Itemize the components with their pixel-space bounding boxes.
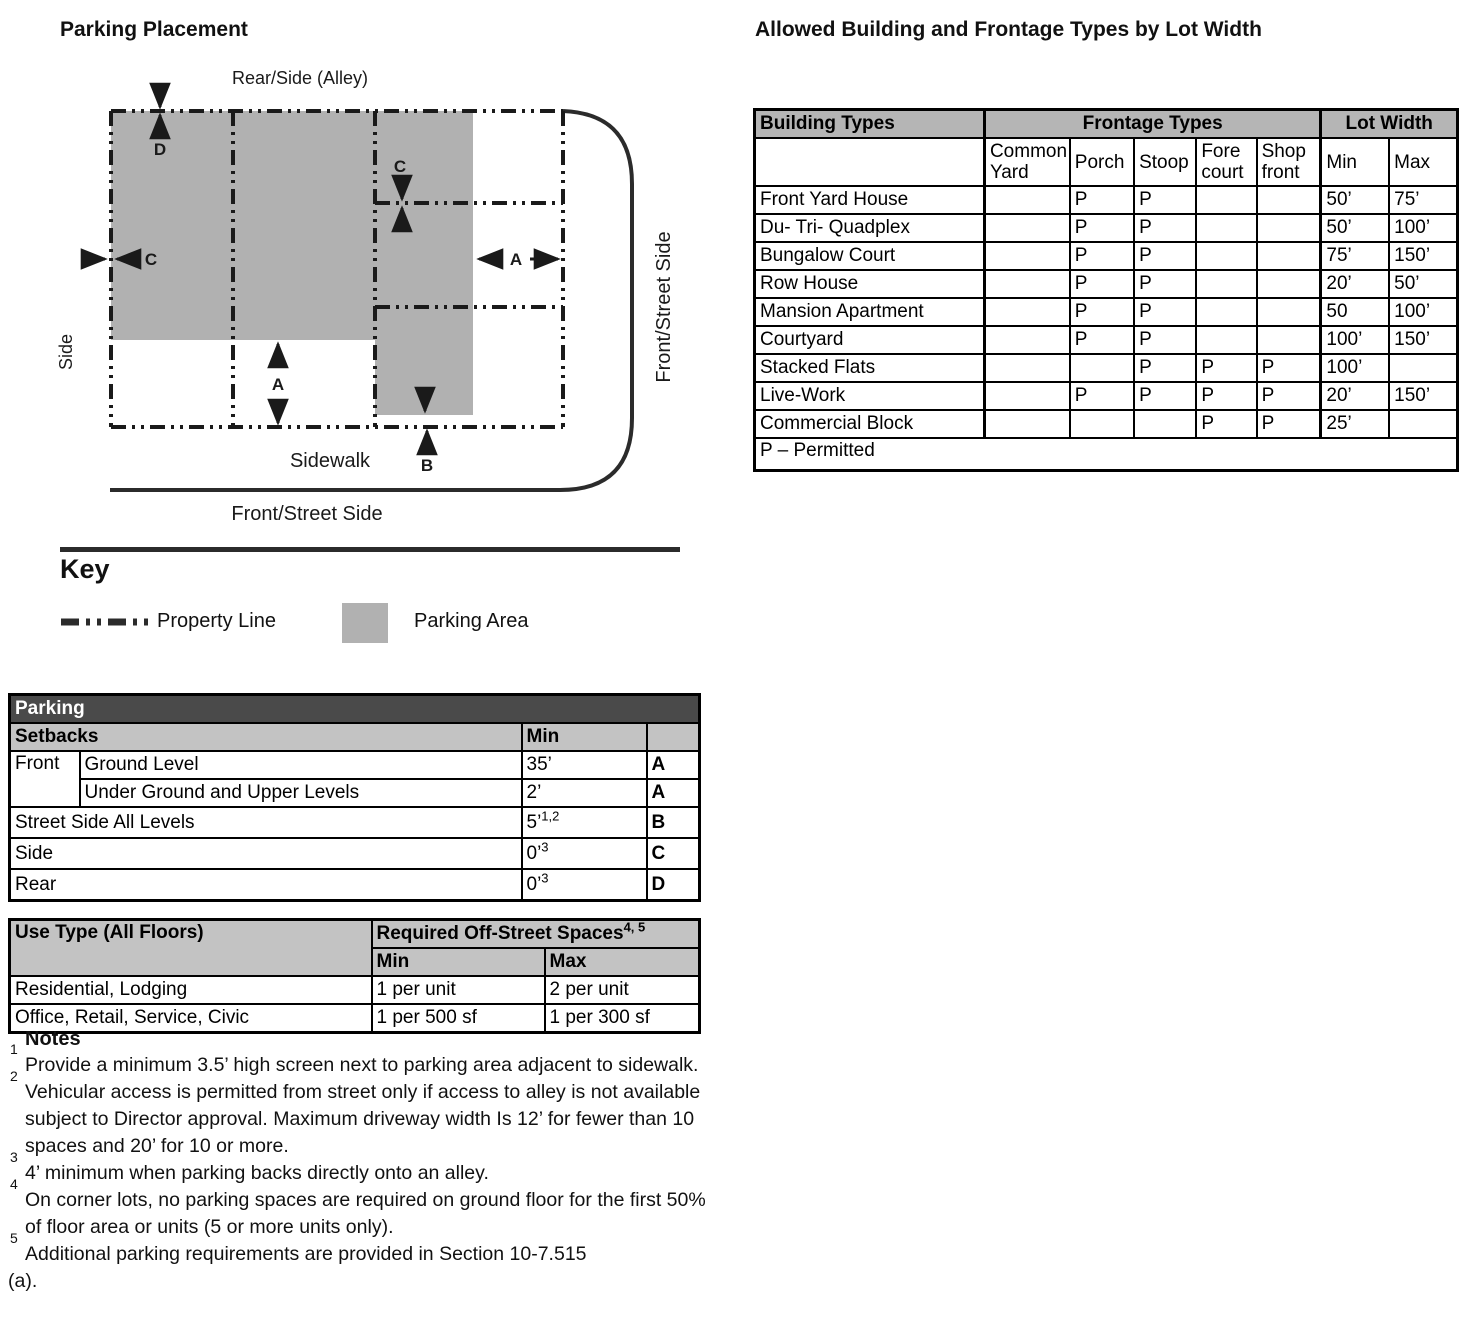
blank-subheader-cell	[755, 138, 985, 186]
side-label: Side	[56, 333, 76, 371]
max-header-cell: Max	[545, 948, 700, 976]
parking-setbacks-table	[8, 693, 701, 902]
max-cell: 1 per 300 sf	[545, 1004, 700, 1033]
common-yard-cell	[984, 242, 1069, 270]
min-cell: 1 per unit	[372, 976, 545, 1004]
min-cell: 100’	[1321, 326, 1389, 354]
sidewalk-label: Sidewalk	[289, 450, 371, 472]
building-name-cell: Commercial Block	[755, 410, 985, 438]
note-item: 3 4’ minimum when parking backs directly onto an alley.	[10, 1149, 489, 1184]
shop-front-cell	[1257, 186, 1321, 214]
fore-court-cell: P	[1196, 354, 1256, 382]
property-line-legend-swatch	[60, 615, 152, 629]
building-name-cell: Live-Work	[755, 382, 985, 410]
porch-cell: P	[1070, 326, 1134, 354]
note-item: 2 Vehicular access is permitted from street only if access to alley is not available subject to Director approval. Maximum driveway width Is 12’ for fewer than 10 spaces and 20’ for 10 or more.	[10, 1068, 701, 1157]
rear-side-alley-label: Rear/Side (Alley)	[231, 68, 369, 88]
notes-title: Notes	[25, 1028, 81, 1050]
parking-table-title-cell: Parking	[10, 695, 700, 724]
min-header-cell: Min	[1321, 138, 1389, 186]
max-cell: 150’	[1389, 382, 1457, 410]
porch-header-cell: Porch	[1070, 138, 1134, 186]
parking-area-legend-label: Parking Area	[414, 610, 529, 632]
building-name-cell: Courtyard	[755, 326, 985, 354]
fore-court-cell: P	[1196, 410, 1256, 438]
note-ref: 3	[541, 839, 549, 855]
note-text: On corner lots, no parking spaces are required on ground floor for the first 50% of floor area or units (5 or more units only).	[25, 1189, 706, 1238]
front-group-cell: Front	[10, 751, 80, 807]
required-spaces-text: Required Off-Street Spaces	[376, 923, 624, 944]
table-row	[755, 438, 1458, 471]
min-value: 0’	[526, 842, 542, 864]
dim-b-label: B	[420, 456, 434, 475]
stoop-cell: P	[1134, 270, 1196, 298]
min-cell: 50	[1321, 298, 1389, 326]
stoop-cell: P	[1134, 354, 1196, 382]
required-spaces-header-cell	[372, 920, 700, 949]
use-cell: Residential, Lodging	[10, 976, 372, 1004]
table-row	[755, 138, 1458, 186]
dim-letter-cell: D	[647, 869, 700, 901]
parking-placement-title: Parking Placement	[60, 18, 248, 41]
note-item: 5 Additional parking requirements are provided in Section 10-7.515	[10, 1230, 587, 1265]
building-name-cell: Row House	[755, 270, 985, 298]
max-cell: 150’	[1389, 326, 1457, 354]
dim-letter-cell: C	[647, 838, 700, 869]
table-row	[10, 751, 700, 779]
building-frontage-title: Allowed Building and Frontage Types by Lot Width	[755, 18, 1262, 41]
shop-front-cell: P	[1257, 382, 1321, 410]
key-divider-rule	[60, 547, 680, 552]
max-cell: 150’	[1389, 242, 1457, 270]
shop-front-header-cell: Shop front	[1257, 138, 1321, 186]
dim-letter-cell: B	[647, 807, 700, 838]
setback-min-cell	[522, 751, 647, 779]
table-row	[10, 723, 700, 751]
note-text: Provide a minimum 3.5’ high screen next to parking area adjacent to sidewalk.	[25, 1054, 699, 1076]
min-cell: 20’	[1321, 270, 1389, 298]
min-value: 35’	[526, 754, 552, 775]
setback-min-cell	[522, 869, 647, 901]
max-cell	[1389, 354, 1457, 382]
fore-court-cell	[1196, 270, 1256, 298]
building-name-cell: Front Yard House	[755, 186, 985, 214]
shop-front-cell	[1257, 214, 1321, 242]
setback-min-cell	[522, 838, 647, 869]
note-text: Additional parking requirements are provided in Section 10-7.515	[25, 1243, 587, 1265]
table-row	[10, 869, 700, 901]
table-row	[755, 410, 1458, 438]
table-row	[755, 270, 1458, 298]
note-text: 4’ minimum when parking backs directly onto an alley.	[25, 1162, 489, 1184]
note-ref: 3	[541, 870, 549, 886]
min-cell: 100’	[1321, 354, 1389, 382]
common-yard-cell	[984, 298, 1069, 326]
table-row	[10, 807, 700, 838]
table-row	[10, 920, 700, 949]
min-cell: 25’	[1321, 410, 1389, 438]
note-ref: 4, 5	[623, 919, 646, 935]
building-types-header-cell: Building Types	[755, 110, 985, 139]
dim-a-right-label: A	[509, 250, 523, 269]
stoop-header-cell: Stoop	[1134, 138, 1196, 186]
building-name-cell: Mansion Apartment	[755, 298, 985, 326]
note-item: 1 Provide a minimum 3.5’ high screen next to parking area adjacent to sidewalk.	[10, 1041, 699, 1076]
table-row	[10, 695, 700, 724]
min-header-cell: Min	[372, 948, 545, 976]
min-value: 0’	[526, 873, 542, 895]
parking-placement-diagram	[0, 52, 700, 544]
parking-area-legend-swatch	[342, 603, 388, 643]
front-street-side-right-label: Front/Street Side	[653, 231, 675, 383]
porch-cell	[1070, 410, 1134, 438]
building-name-cell: Bungalow Court	[755, 242, 985, 270]
note-trailing-text: (a).	[8, 1270, 38, 1292]
property-line-legend-label: Property Line	[157, 610, 276, 632]
dim-d-label: D	[153, 140, 167, 159]
fore-court-cell: P	[1196, 382, 1256, 410]
min-cell: 50’	[1321, 214, 1389, 242]
porch-cell: P	[1070, 214, 1134, 242]
max-header-cell: Max	[1389, 138, 1457, 186]
table-row	[755, 298, 1458, 326]
fore-court-cell	[1196, 214, 1256, 242]
blank-header-cell	[647, 723, 700, 751]
use-type-table	[8, 918, 701, 1034]
max-cell: 100’	[1389, 298, 1457, 326]
stoop-cell: P	[1134, 326, 1196, 354]
porch-cell: P	[1070, 186, 1134, 214]
table-row	[10, 779, 700, 807]
shop-front-cell	[1257, 298, 1321, 326]
dim-c-right-label: C	[393, 157, 407, 176]
max-cell: 100’	[1389, 214, 1457, 242]
table-row	[10, 976, 700, 1004]
max-cell: 2 per unit	[545, 976, 700, 1004]
setbacks-header-cell: Setbacks	[10, 723, 522, 751]
min-cell: 50’	[1321, 186, 1389, 214]
table-row	[755, 186, 1458, 214]
table-row	[755, 326, 1458, 354]
dim-c-left-label: C	[144, 250, 158, 269]
common-yard-cell	[984, 382, 1069, 410]
fore-court-header-cell: Fore court	[1196, 138, 1256, 186]
setback-label-cell: Under Ground and Upper Levels	[80, 779, 522, 807]
porch-cell: P	[1070, 382, 1134, 410]
permitted-legend-cell: P – Permitted	[755, 438, 1458, 471]
setback-min-cell	[522, 807, 647, 838]
frontage-types-header-cell: Frontage Types	[984, 110, 1320, 139]
min-value: 5’	[526, 811, 542, 833]
shop-front-cell	[1257, 326, 1321, 354]
stoop-cell: P	[1134, 214, 1196, 242]
table-row	[755, 382, 1458, 410]
fore-court-cell	[1196, 298, 1256, 326]
setback-label-cell: Rear	[10, 869, 522, 901]
common-yard-cell	[984, 186, 1069, 214]
notes-section	[8, 1028, 708, 1295]
stoop-cell: P	[1134, 382, 1196, 410]
setback-label-cell: Ground Level	[80, 751, 522, 779]
min-value: 2’	[526, 782, 542, 803]
note-item: 4 On corner lots, no parking spaces are required on ground floor for the first 50% of floor area or units (5 or more units only).	[10, 1176, 706, 1238]
table-row	[755, 214, 1458, 242]
building-name-cell: Stacked Flats	[755, 354, 985, 382]
dim-letter-cell: A	[647, 779, 700, 807]
key-title: Key	[60, 554, 110, 584]
porch-cell: P	[1070, 298, 1134, 326]
building-frontage-table	[753, 108, 1459, 472]
stoop-cell: P	[1134, 242, 1196, 270]
setback-label-cell: Street Side All Levels	[10, 807, 522, 838]
max-cell: 50’	[1389, 270, 1457, 298]
porch-cell: P	[1070, 270, 1134, 298]
setback-min-cell	[522, 779, 647, 807]
shop-front-cell	[1257, 270, 1321, 298]
table-row	[755, 110, 1458, 139]
use-type-header-cell: Use Type (All Floors)	[10, 920, 372, 977]
front-street-side-bottom-label: Front/Street Side	[231, 503, 383, 525]
min-cell: 20’	[1321, 382, 1389, 410]
note-ref: 1,2	[541, 808, 560, 824]
shop-front-cell	[1257, 242, 1321, 270]
table-row	[10, 838, 700, 869]
min-cell: 75’	[1321, 242, 1389, 270]
max-cell: 75’	[1389, 186, 1457, 214]
porch-cell	[1070, 354, 1134, 382]
table-row	[755, 242, 1458, 270]
dim-letter-cell: A	[647, 751, 700, 779]
fore-court-cell	[1196, 242, 1256, 270]
stoop-cell: P	[1134, 298, 1196, 326]
stoop-cell	[1134, 410, 1196, 438]
max-cell	[1389, 410, 1457, 438]
fore-court-cell	[1196, 326, 1256, 354]
common-yard-cell	[984, 270, 1069, 298]
common-yard-cell	[984, 214, 1069, 242]
dim-a-mid-label: A	[271, 375, 285, 394]
stoop-cell: P	[1134, 186, 1196, 214]
fore-court-cell	[1196, 186, 1256, 214]
min-cell: 1 per 500 sf	[372, 1004, 545, 1033]
common-yard-header-cell: Common Yard	[984, 138, 1069, 186]
porch-cell: P	[1070, 242, 1134, 270]
common-yard-cell	[984, 326, 1069, 354]
shop-front-cell: P	[1257, 354, 1321, 382]
common-yard-cell	[984, 354, 1069, 382]
shop-front-cell: P	[1257, 410, 1321, 438]
setback-label-cell: Side	[10, 838, 522, 869]
use-cell: Office, Retail, Service, Civic	[10, 1004, 372, 1033]
common-yard-cell	[984, 410, 1069, 438]
min-header-cell: Min	[522, 723, 647, 751]
note-text: Vehicular access is permitted from street only if access to alley is not available subject to Director approval. Maximum driveway width Is 12’ for fewer than 10 spaces and 20’ for 10 or more.	[25, 1081, 701, 1157]
building-name-cell: Du- Tri- Quadplex	[755, 214, 985, 242]
table-row	[755, 354, 1458, 382]
lot-width-header-cell: Lot Width	[1321, 110, 1458, 139]
